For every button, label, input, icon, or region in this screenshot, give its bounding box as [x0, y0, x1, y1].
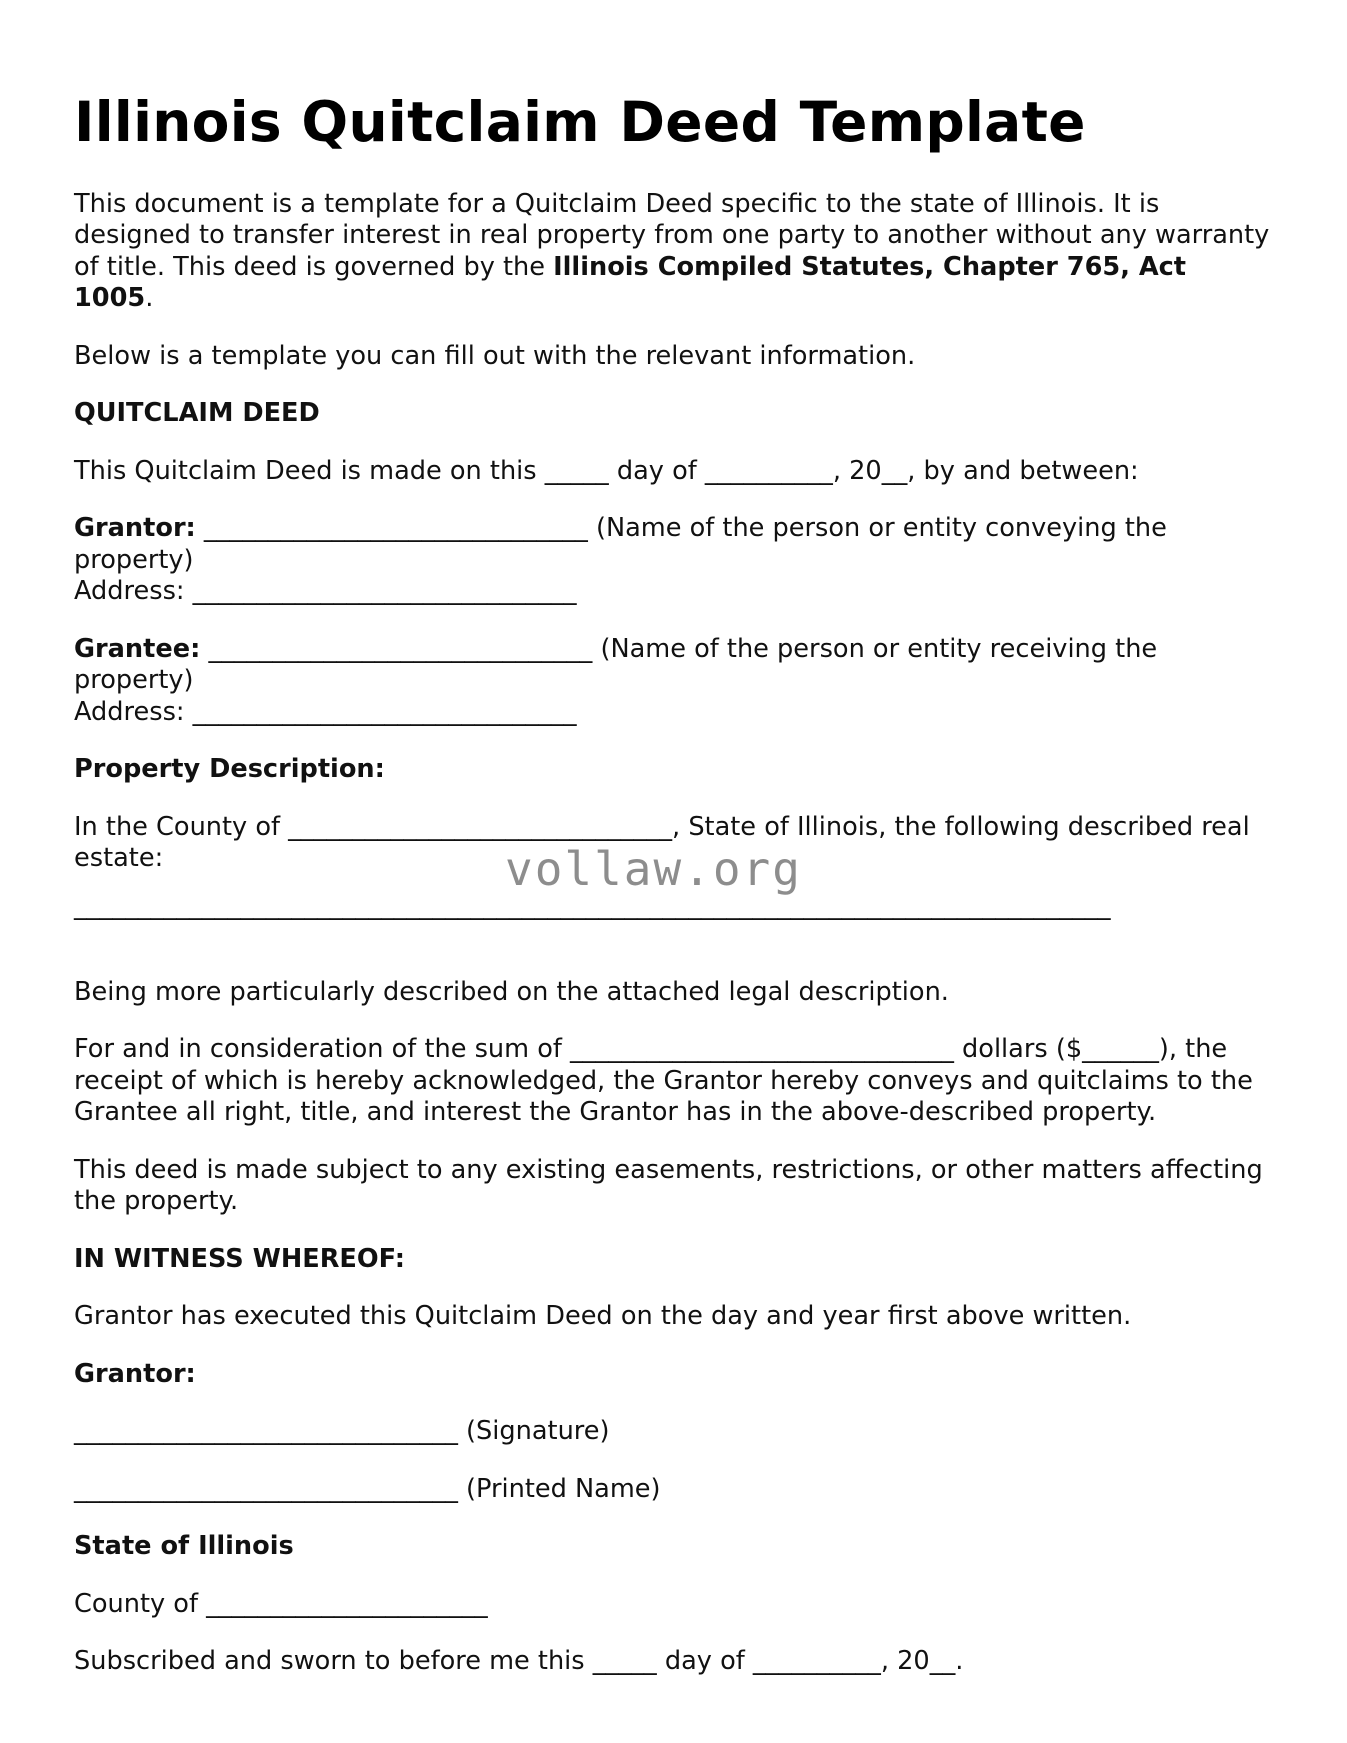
statute-reference: Illinois Compiled Statutes, Chapter 765, Act 1005: [74, 251, 1187, 313]
attached-description: Being more particularly described on the attached legal description.: [74, 976, 949, 1007]
signature-line: ______________________________ (Signature): [74, 1416, 610, 1446]
intro-text: This document is a template for a Quitclaim Deed specific to the state of Illinois. It is designed to transfer interest in real property from one party to another without any warranty of title. This deed is governed by the: [74, 188, 1270, 282]
property-heading: Property Description:: [74, 754, 385, 784]
document-page: [74, 92, 1274, 1704]
grantor-name-line: ______________________________ (Name of the person or entity conveying the property): [74, 513, 1167, 575]
intro-end: .: [145, 283, 154, 313]
watermark: vollaw.org: [505, 842, 802, 896]
description-blank-line: _________________________________________________________________________________: [74, 890, 1111, 921]
instruction-text: Below is a template you can fill out with the relevant information.: [74, 340, 916, 371]
grantor-address-line: Address: ______________________________: [74, 576, 577, 606]
intro-paragraph: [74, 189, 1274, 315]
grantee-address-line: Address: ______________________________: [74, 696, 577, 727]
grantor-block: [74, 513, 1274, 608]
page-title: Illinois Quitclaim Deed Template: [74, 90, 1086, 154]
executed-statement: Grantor has executed this Quitclaim Deed on the day and year first above written.: [74, 1301, 1132, 1331]
subject-to-paragraph: This deed is made subject to any existing easements, restrictions, or other matters affecting the property.: [74, 1154, 1263, 1216]
county-line: In the County of ______________________________, State of Illinois, the following described real estate:: [74, 811, 1250, 873]
grantee-name-line: ______________________________ (Name of the person or entity receiving the property): [74, 633, 1158, 695]
subscribed-line: Subscribed and sworn to before me this _____ day of __________, 20__.: [74, 1646, 964, 1676]
printed-name-line: ______________________________ (Printed Name): [74, 1473, 661, 1504]
state-heading: State of Illinois: [74, 1531, 294, 1561]
grantee-block: [74, 634, 1274, 729]
county-of-line: County of ______________________: [74, 1588, 488, 1619]
grantor-signature-heading: Grantor:: [74, 1358, 196, 1389]
deed-heading: QUITCLAIM DEED: [74, 398, 320, 428]
consideration-paragraph: For and in consideration of the sum of ______________________________ dollars ($______), the receipt of which is hereby acknowledged, the Grantor hereby conveys and quitclaims to the Grantee all right, title, and interest the Grantor has in the above-described property.: [74, 1034, 1253, 1127]
witness-heading: IN WITNESS WHEREOF:: [74, 1243, 405, 1274]
made-on-line: This Quitclaim Deed is made on this _____ day of __________, 20__, by and between:: [74, 455, 1139, 486]
grantor-label: Grantor:: [74, 513, 196, 543]
grantee-label: Grantee:: [74, 633, 201, 664]
